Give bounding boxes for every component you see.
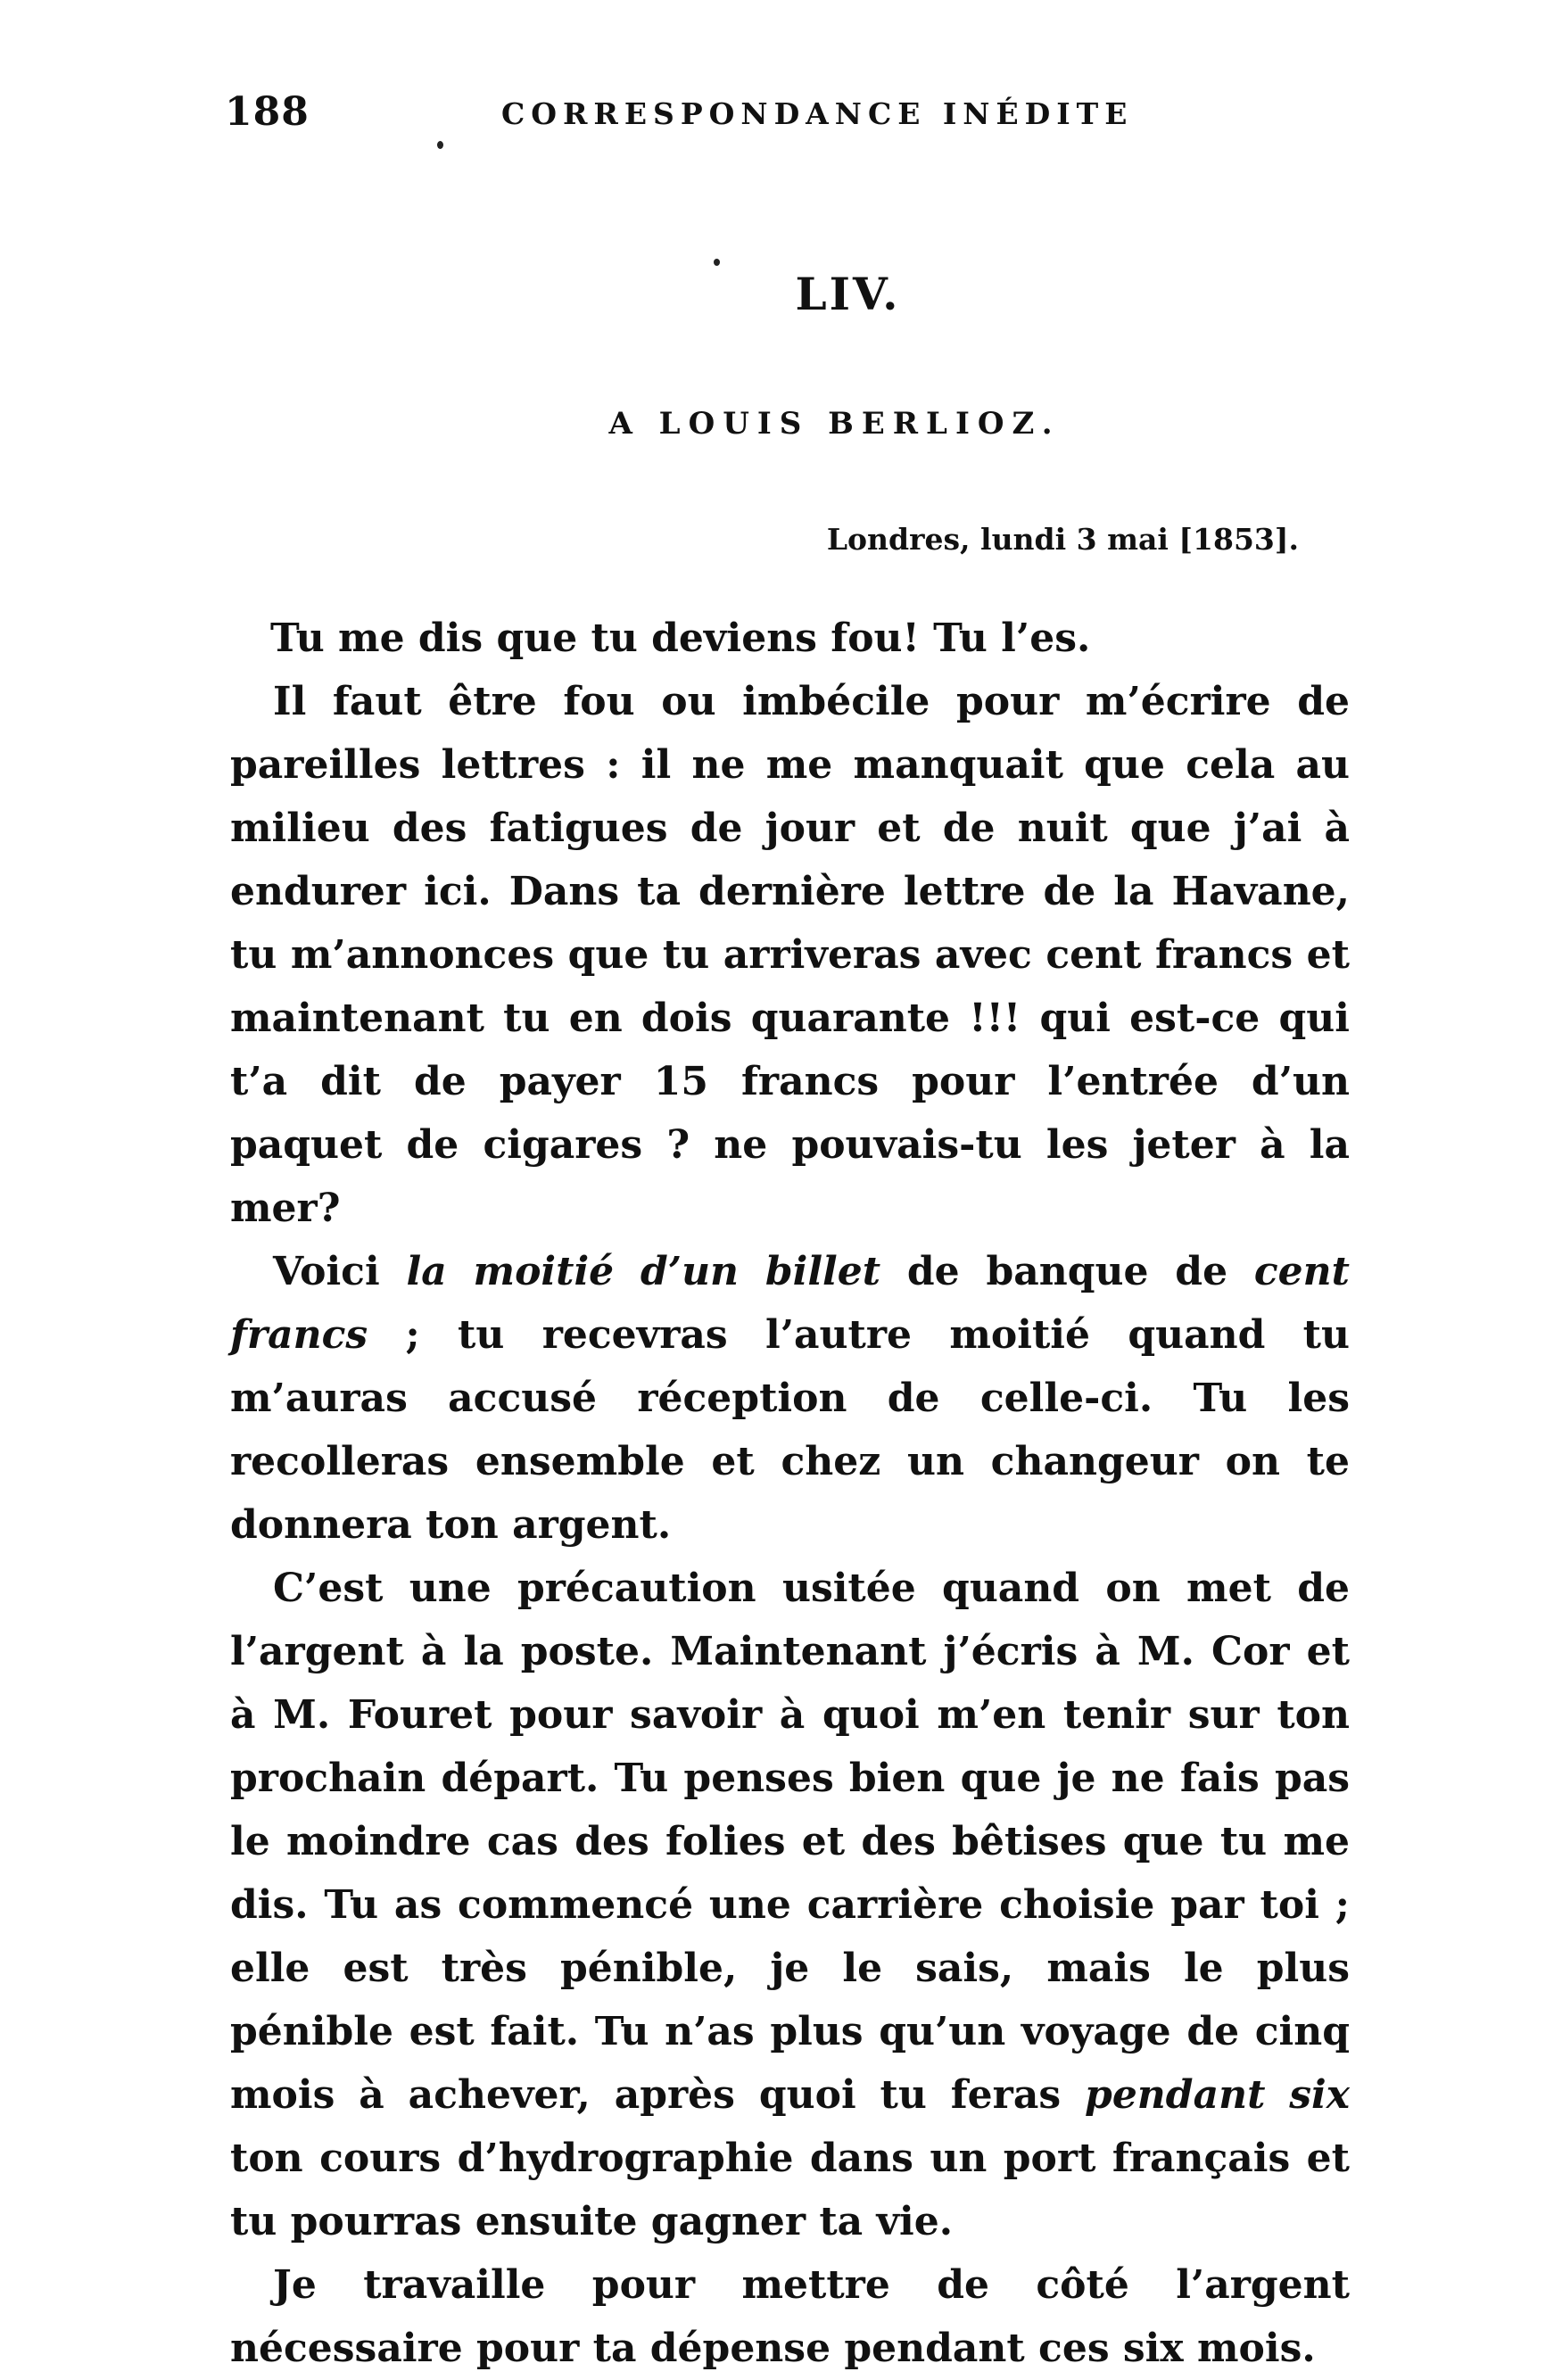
running-head <box>225 89 1349 143</box>
paragraph-3-text: de banque de <box>880 1249 1254 1294</box>
letter-recipient: A LOUIS BERLIOZ. <box>608 406 1061 442</box>
paragraph-3-emphasis: cent francs <box>230 1249 1350 1358</box>
paragraph-3 <box>230 1240 1350 1557</box>
letter-dateline: Londres, lundi 3 mai [1853]. <box>826 522 1299 557</box>
paragraph-4-text: C’est une précaution usitée quand on met de l’argent à la poste. Maintenant j’écris à M. Cor et à M. Fouret pour savoir à quoi m’en tenir sur ton prochain départ. Tu penses bien que je ne fais pas le moindre cas des folies et des bêtises que tu me dis. Tu as commencé une carrière choisie par toi ; elle est très pénible, je le sais, mais le plus pénible est fait. Tu n’as plus qu’un voyage de cinq mois à achever, après quoi tu feras <box>230 1566 1350 2118</box>
paragraph-1: Tu me dis que tu deviens fou! Tu l’es. <box>270 616 1091 661</box>
paragraph-2: Il faut être fou ou imbécile pour m’écrire de pareilles lettres : il ne me manquait que cela au milieu des fatigues de jour et de nuit que j’ai à endurer ici. Dans ta dernière lettre de la Havane, tu m’annonces que tu arriveras avec cent francs et maintenant tu en dois quarante !!! qui est-ce qui t’a dit de payer 15 francs pour l’entrée d’un paquet de cigares ? ne pouvais-tu les jeter à la mer? <box>230 679 1350 1231</box>
paragraph-5: Je travaille pour mettre de côté l’argent nécessaire pour ta dépense pendant ces six mois. <box>230 2262 1350 2371</box>
paragraph-3-text: Voici <box>273 1249 407 1294</box>
page-number: 188 <box>225 89 310 135</box>
letter-number: LIV. <box>795 268 901 320</box>
paragraph-4-text: ton cours d’hydrographie dans un port français et tu pourras ensuite gagner ta vie. <box>230 2136 1350 2244</box>
print-speck <box>437 141 443 149</box>
paragraph-4 <box>230 1557 1350 2253</box>
letter-body <box>230 607 1350 2380</box>
running-title: CORRESPONDANCE INÉDITE <box>501 96 1134 131</box>
paragraph-3-emphasis: la moitié d’un billet <box>406 1249 881 1294</box>
paragraph-4-emphasis: pendant six <box>1085 2072 1350 2118</box>
print-speck <box>714 259 720 266</box>
paragraph-3-text: ; tu recevras l’autre moitié quand tu m’auras accusé réception de celle-ci. Tu les recolleras ensemble et chez un changeur on te donnera ton argent. <box>230 1312 1350 1548</box>
